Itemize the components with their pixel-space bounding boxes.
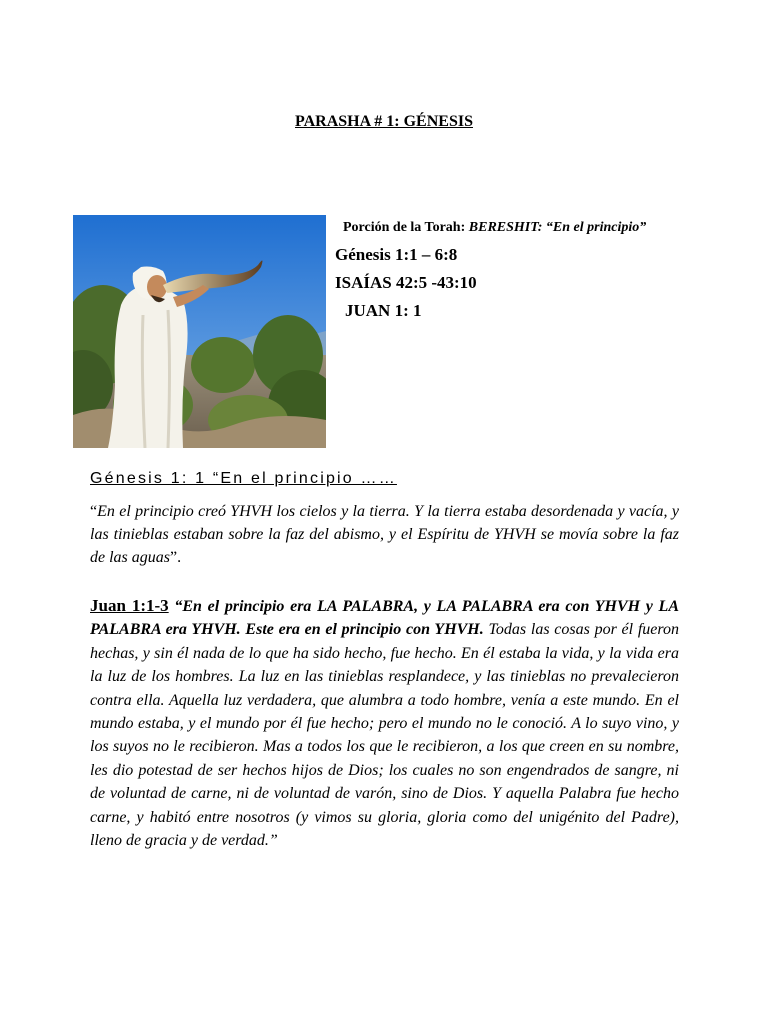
juan-quote-paragraph: [90, 594, 679, 852]
section-heading-genesis: Génesis 1: 1 “En el principio ……: [90, 470, 397, 487]
torah-portion-info: [335, 218, 678, 325]
reference-isaias: ISAÍAS 42:5 -43:10: [335, 273, 477, 292]
page-title: PARASHA # 1: GÉNESIS: [295, 113, 473, 130]
genesis-close-quote: ”.: [170, 549, 182, 566]
torah-portion-prefix: Porción de la Torah:: [343, 220, 469, 235]
reference-genesis: Génesis 1:1 – 6:8: [335, 245, 458, 264]
genesis-quote-text: En el principio creó YHVH los cielos y la tierra. Y la tierra estaba desordenada y vacía, y las tinieblas estaban sobre la faz del abismo, y el Espíritu de YHVH se movía sobre la faz de las aguas: [90, 503, 679, 566]
juan-bold-quote: “En el principio era LA PALABRA, y LA PALABRA era con YHVH y LA PALABRA era YHVH. Este era en el principio con YHVH.: [90, 598, 679, 639]
juan-quote-rest: Todas las cosas por él fueron hechas, y sin él nada de lo que ha sido hecho, fue hecho. En él estaba la vida, y la vida era la luz de los hombres. La luz en las tinieblas resplandece, y las tinieblas no prevalecieron contra ella. Aquella luz verdadera, que alumbra a todo hombre, venía a este mundo. En el mundo estaba, y el mundo por él fue hecho; pero el mundo no le conoció. A lo suyo vino, y los suyos no le recibieron. Mas a todos los que le recibieron, a los que creen en su nombre, les dio potestad de ser hechos hijos de Dios; los cuales no son engendrados de sangre, ni de voluntad de carne, ni de voluntad de varón, sino de Dios. Y aquella Palabra fue hecho carne, y habitó entre nosotros (y vimos su gloria, gloria como del unigénito del Padre), lleno de gracia y de verdad.”: [90, 621, 679, 850]
genesis-open-quote: “: [90, 503, 98, 520]
genesis-quote-paragraph: [90, 500, 679, 569]
reference-juan: JUAN 1: 1: [345, 301, 422, 320]
torah-portion-line: [335, 218, 678, 238]
torah-portion-name: BERESHIT: “En el principio”: [468, 220, 647, 235]
juan-reference: Juan 1:1-3: [90, 596, 169, 615]
shofar-blower-photo: [73, 215, 326, 448]
